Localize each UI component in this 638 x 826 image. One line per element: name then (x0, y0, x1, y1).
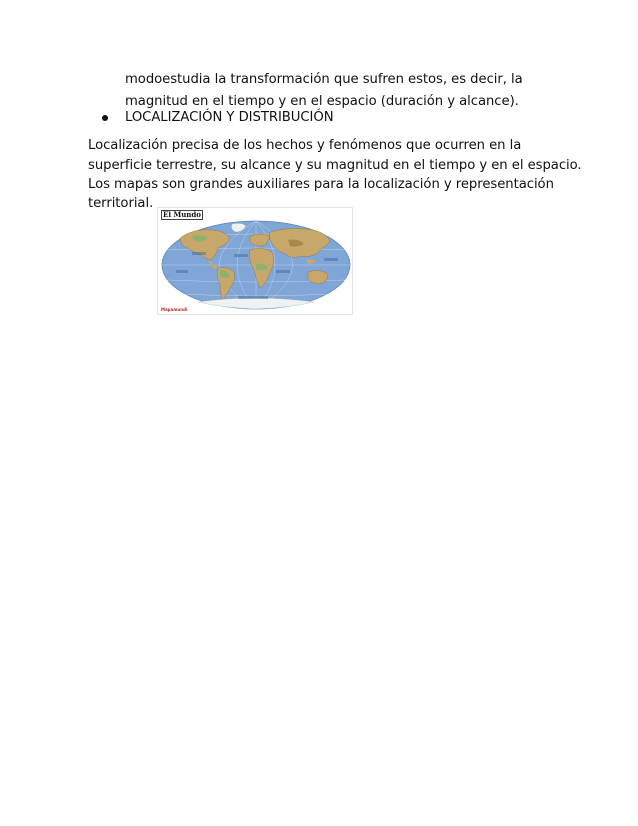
world-map-image (157, 207, 353, 315)
body-line-2: superficie terrestre, su alcance y su magnitud en el tiempo y en el espacio. (88, 158, 582, 173)
map-credit: Mapamundi (161, 307, 188, 312)
body-line-3: Los mapas son grandes auxiliares para la localización y representación (88, 177, 554, 192)
world-map-graphic (158, 208, 353, 315)
bullet-icon (102, 115, 108, 121)
paragraph-continued-line-2: magnitud en el tiempo y en el espacio (duración y alcance). (125, 94, 519, 109)
map-title: El Mundo (161, 210, 203, 220)
bullet-heading: LOCALIZACIÓN Y DISTRIBUCIÓN (125, 110, 334, 125)
body-line-1: Localización precisa de los hechos y fenómenos que ocurren en la (88, 138, 522, 153)
paragraph-continued-line-1: modoestudia la transformación que sufren estos, es decir, la (125, 72, 523, 87)
body-line-4: territorial. (88, 196, 154, 211)
